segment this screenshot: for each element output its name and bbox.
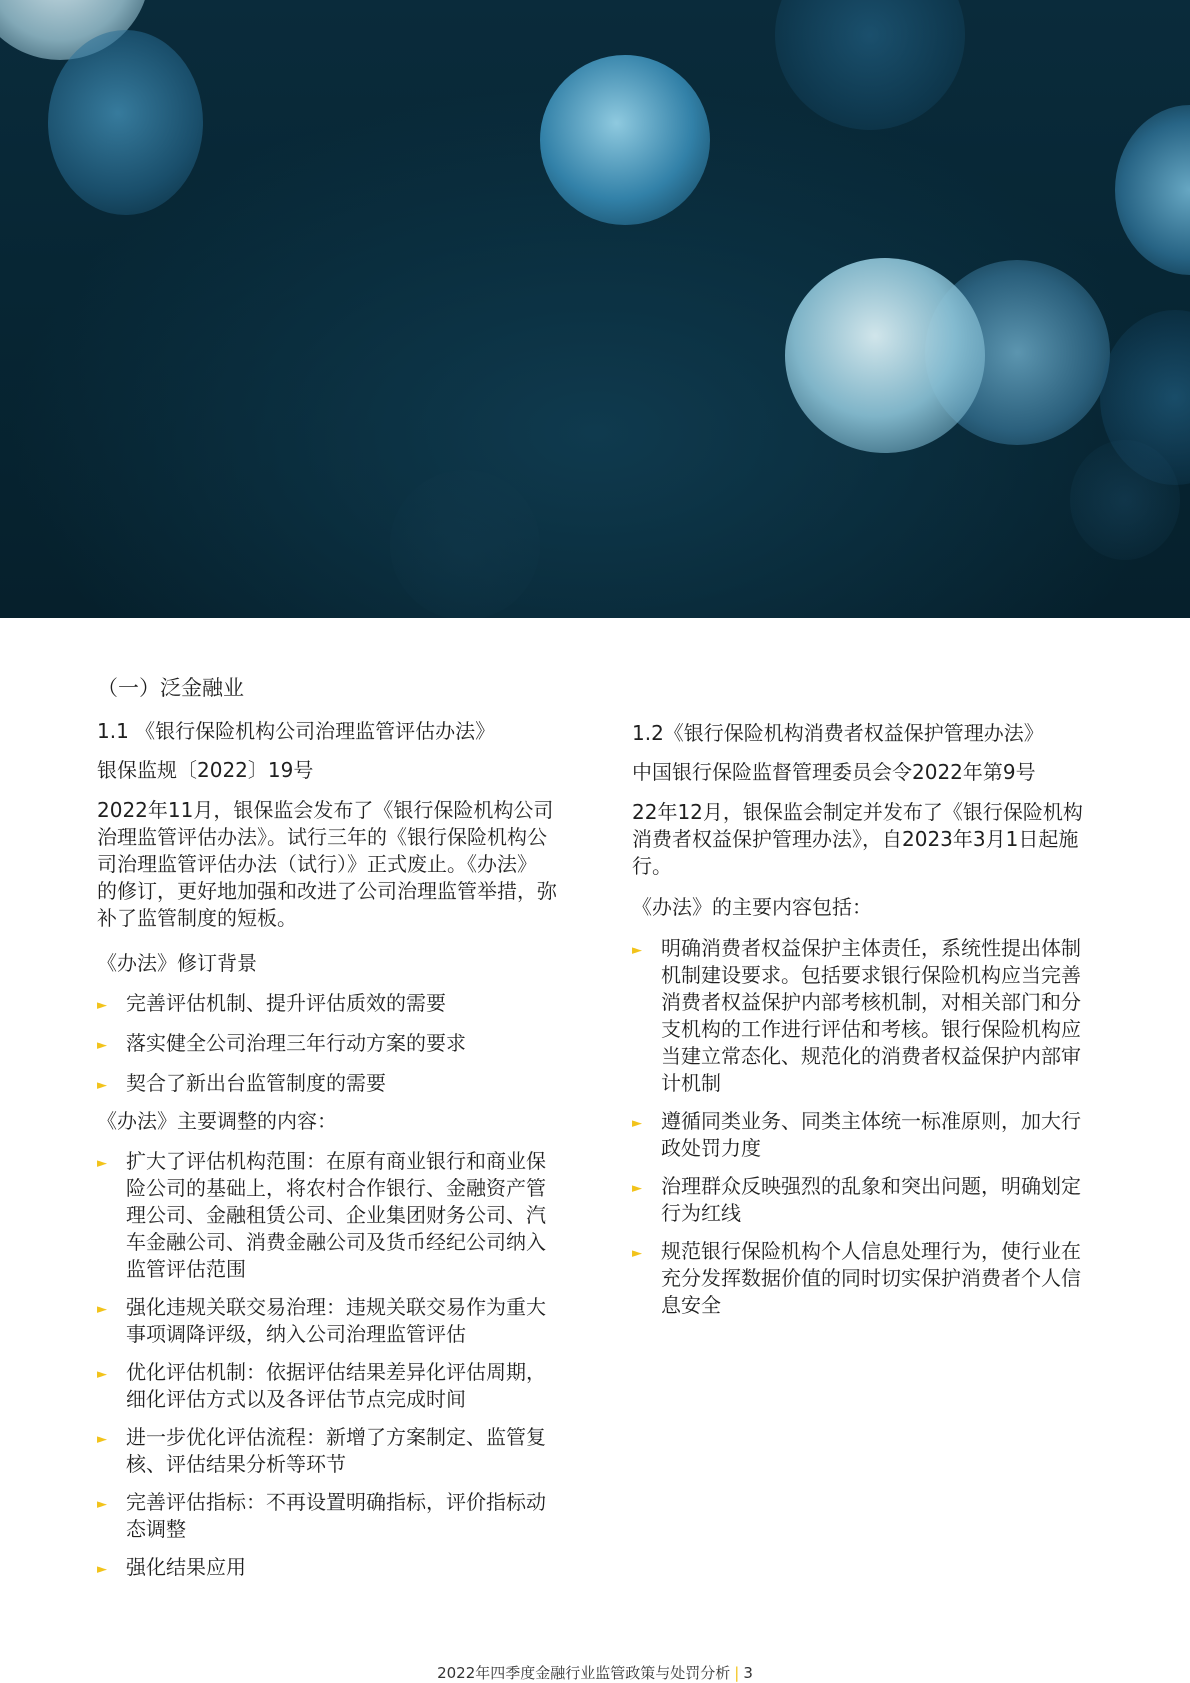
- list-item: ► 优化评估机制：依据评估结果差异化评估周期， 细化评估方式以及各评估节点完成时间: [97, 1360, 546, 1411]
- footer-title: 2022年四季度金融行业监管政策与处罚分析: [437, 1664, 731, 1682]
- intro-paragraph: 2022年11月，银保监会发布了《银行保险机构公司 治理监管评估办法》。试行三年的《银行保险机构公 司治理监管评估办法（试行）》正式废止。《办法》 的修订，更好地加强和改进了公司治理监管举措，弥 补了监管制度的短板。: [97, 798, 557, 930]
- background-label: 《办法》修订背景: [97, 951, 257, 975]
- triangle-right-icon: ►: [97, 1038, 107, 1053]
- triangle-right-icon: ►: [97, 1562, 107, 1577]
- triangle-right-icon: ►: [632, 1116, 642, 1131]
- list-item: ► 进一步优化评估流程：新增了方案制定、监管复 核、评估结果分析等环节: [97, 1425, 546, 1476]
- bokeh-light: [390, 470, 540, 618]
- bokeh-light: [48, 30, 203, 215]
- adjust-label: 《办法》主要调整的内容：: [97, 1109, 337, 1133]
- triangle-right-icon: ►: [97, 1367, 107, 1382]
- list-item: ► 落实健全公司治理三年行动方案的要求: [97, 1030, 562, 1057]
- list-item: ► 完善评估机制、提升评估质效的需要: [97, 990, 562, 1017]
- footer-separator: |: [734, 1664, 740, 1682]
- list-item: ► 契合了新出台监管制度的需要: [97, 1070, 562, 1097]
- bokeh-light: [540, 55, 710, 225]
- list-item: ► 强化违规关联交易治理：违规关联交易作为重大 事项调降评级，纳入公司治理监管评估: [97, 1295, 546, 1346]
- section-title: （一）泛金融业: [97, 676, 244, 700]
- triangle-right-icon: ►: [97, 1078, 107, 1093]
- list-item: ► 治理群众反映强烈的乱象和突出问题，明确划定 行为红线: [632, 1174, 1081, 1225]
- triangle-right-icon: ►: [632, 1181, 642, 1196]
- page-number: 3: [743, 1664, 753, 1682]
- bokeh-light: [785, 258, 985, 453]
- doc-number: 中国银行保险监督管理委员会令2022年第9号: [632, 760, 1036, 784]
- list-item: ► 规范银行保险机构个人信息处理行为，使行业在 充分发挥数据价值的同时切实保护消费者个人信 息安全: [632, 1239, 1081, 1317]
- list-item: ► 遵循同类业务、同类主体统一标准原则，加大行 政处罚力度: [632, 1109, 1081, 1160]
- content-label: 《办法》的主要内容包括：: [632, 895, 872, 919]
- list-item: ► 完善评估指标：不再设置明确指标，评价指标动 态调整: [97, 1490, 546, 1541]
- triangle-right-icon: ►: [97, 1302, 107, 1317]
- triangle-right-icon: ►: [632, 1246, 642, 1261]
- triangle-right-icon: ►: [97, 998, 107, 1013]
- list-item: ► 强化结果应用: [97, 1554, 562, 1581]
- adjust-list: [97, 1148, 562, 1581]
- bokeh-light: [1115, 105, 1190, 275]
- hero-image: [0, 0, 1190, 618]
- background-list: [97, 990, 562, 1097]
- list-item: ► 明确消费者权益保护主体责任，系统性提出体制 机制建设要求。包括要求银行保险机构应当完善 消费者权益保护内部考核机制，对相关部门和分 支机构的工作进行评估和考核。银行保险机构应 当建立常态化、规范化的消费者权益保护内部审 计机制: [632, 936, 1081, 1095]
- page-footer: [0, 1664, 1190, 1682]
- triangle-right-icon: ►: [97, 1432, 107, 1447]
- triangle-right-icon: ►: [97, 1497, 107, 1512]
- triangle-right-icon: ►: [97, 1156, 107, 1171]
- content-list: [632, 935, 1102, 1319]
- list-item: ► 扩大了评估机构范围：在原有商业银行和商业保 险公司的基础上，将农村合作银行、金融资产管 理公司、金融租赁公司、企业集团财务公司、汽 车金融公司、消费金融公司及货币经纪公司纳入 监管评估范围: [97, 1149, 546, 1281]
- heading-1-1: 1.1 《银行保险机构公司治理监管评估办法》: [97, 719, 496, 743]
- triangle-right-icon: ►: [632, 943, 642, 958]
- bokeh-light: [1070, 440, 1180, 560]
- intro-paragraph: 22年12月，银保监会制定并发布了《银行保险机构 消费者权益保护管理办法》，自2023年3月1日起施 行。: [632, 800, 1083, 878]
- doc-number: 银保监规〔2022〕19号: [97, 758, 314, 782]
- bokeh-light: [775, 0, 965, 130]
- heading-1-2: 1.2《银行保险机构消费者权益保护管理办法》: [632, 721, 1044, 745]
